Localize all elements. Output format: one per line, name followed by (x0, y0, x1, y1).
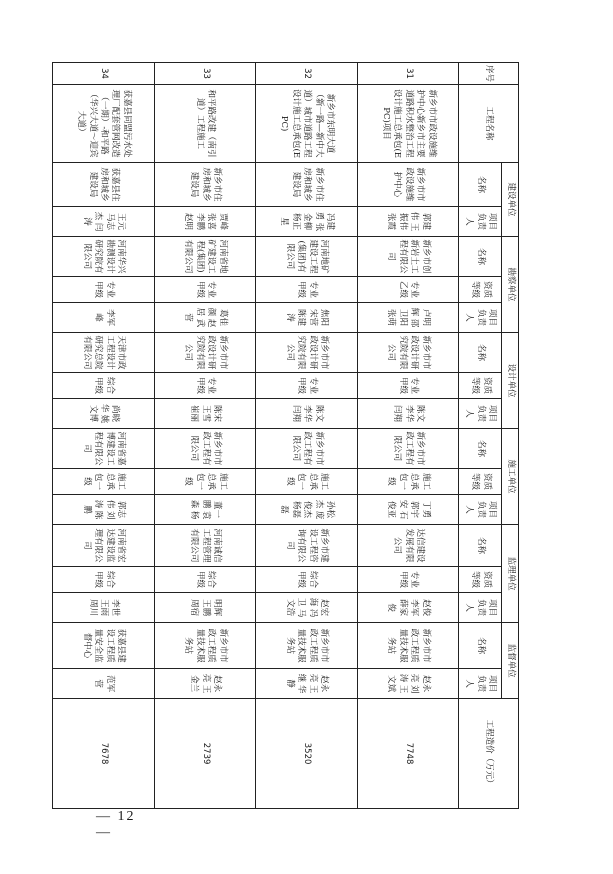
header-leader: 项目负责人 (459, 593, 502, 623)
cell-construction-leader: 郭建伟 王振伟 张霞 (357, 207, 459, 237)
cell-monitor-name: 新乡市市政工程质量技术服务站 (154, 623, 256, 669)
header-seq: 序号 (459, 63, 519, 85)
cell-survey-name: 河南地矿建设工程(集团)有限公司 (256, 237, 358, 277)
table-row (357, 63, 459, 809)
cell-design-name: 新乡市市政设计研究院有限公司 (357, 333, 459, 373)
cell-survey-leader: 卢明辉 邵卫阳 张萌 (357, 303, 459, 333)
cell-survey-qual: 专业甲级 (53, 277, 155, 303)
cell-build-leader: 孙松杰 庞俊杰 杨磊磊 (256, 495, 358, 525)
header-leader: 项目负责人 (459, 669, 502, 699)
cell-monitor-leader: 范军营 (53, 669, 155, 699)
header-supervision-unit: 监理单位 (502, 525, 519, 623)
cell-monitor-leader: 赵永亮 王 金兰 (154, 669, 256, 699)
header-qualification: 资质等级 (459, 277, 502, 303)
cell-build-qual: 施工总承包一级 (256, 469, 358, 495)
cell-seq: 32 (256, 63, 358, 85)
header-build-unit: 施工单位 (502, 429, 519, 525)
project-table (52, 62, 519, 809)
cell-build-leader: 郭志伟 刘涛 陈鹏 (53, 495, 155, 525)
header-monitor-unit: 监督单位 (502, 623, 519, 699)
cell-cost: 2739 (154, 699, 256, 809)
table-row (256, 63, 358, 809)
cell-super-qual: 综合甲级 (154, 567, 256, 593)
cell-super-qual: 综合甲级 (256, 567, 358, 593)
header-qualification: 资质等级 (459, 373, 502, 399)
table-row (154, 63, 256, 809)
cell-build-qual: 施工总承包一级 (357, 469, 459, 495)
cell-project: 新乡市市政设施维护中心新乡市主要道路积水整治工程设计施工总承包(EPC)项目 (357, 85, 459, 163)
header-name: 名称 (459, 163, 502, 207)
cell-design-name: 天津市政工程设计研究总院有限公司 (53, 333, 155, 373)
table-row (53, 63, 155, 809)
header-name: 名称 (459, 333, 502, 373)
cell-monitor-name: 获嘉县建设工程质量安全监督中心 (53, 623, 155, 669)
header-name: 名称 (459, 237, 502, 277)
cell-design-qual: 专业甲级 (154, 373, 256, 399)
cell-construction-leader: 冯建勇 张金柳 杨正星 (256, 207, 358, 237)
cell-super-leader: 赵宏海 冯卫 马文浩 (256, 593, 358, 623)
cell-super-name: 达信建设发展有限公司 (357, 525, 459, 567)
cell-monitor-leader: 赵永亮 刘涛 王文斌 (357, 669, 459, 699)
header-survey-unit: 勘察单位 (502, 237, 519, 333)
cell-survey-name: 新乡市创新岩土工程有限公司 (357, 237, 459, 277)
header-construction-unit: 建设单位 (502, 163, 519, 237)
cell-design-leader: 陈宋 王雪 崔丽 (154, 399, 256, 429)
cell-seq: 31 (357, 63, 459, 85)
cell-super-name: 河南省宏达建设监理有限公司 (53, 525, 155, 567)
cell-project: 和平路改建（南引道）工程施工 (154, 85, 256, 163)
cell-construction-leader: 贾峰 张喜 李鹏 赵明 (154, 207, 256, 237)
cell-super-qual: 综合甲级 (53, 567, 155, 593)
cell-design-qual: 专业甲级 (256, 373, 358, 399)
cell-monitor-leader: 赵永亮 王继 华静 (256, 669, 358, 699)
cell-seq: 34 (53, 63, 155, 85)
cell-build-name: 新乡市市政工程有限公司 (256, 429, 358, 469)
cell-build-qual: 施工总承包一级 (53, 469, 155, 495)
cell-cost: 7678 (53, 699, 155, 809)
cell-super-name: 新乡市建设工程咨询有限公司 (256, 525, 358, 567)
cell-build-name: 新乡市市政工程有限公司 (154, 429, 256, 469)
header-qualification: 资质等级 (459, 567, 502, 593)
cell-design-leader: 陈文 李华 闫翔 (357, 399, 459, 429)
cell-project: 获嘉县同盟污水处理厂配套管网改造（一期）-和平路（华兴大道～迎宾大道） (53, 85, 155, 163)
header-name: 名称 (459, 429, 502, 469)
cell-survey-qual: 专业甲级 (256, 277, 358, 303)
cell-cost: 3520 (256, 699, 358, 809)
cell-super-leader: 李世 王雨 周川 (53, 593, 155, 623)
cell-survey-qual: 专业乙级 (357, 277, 459, 303)
cell-design-name: 新乡市市政设计研究院有限公司 (154, 333, 256, 373)
cell-survey-name: 河南省地矿建设工程(集团)有限公司 (154, 237, 256, 277)
cell-survey-leader: 葛佳颜 赵居 武营 (154, 303, 256, 333)
cell-seq: 33 (154, 63, 256, 85)
cell-design-qual: 专业甲级 (357, 373, 459, 399)
cell-survey-qual: 专业甲级 (154, 277, 256, 303)
header-leader: 项目负责人 (459, 399, 502, 429)
cell-build-leader: 丁勇 郭宇安 石俊亚 (357, 495, 459, 525)
header-name: 名称 (459, 525, 502, 567)
cell-construction-name: 获嘉县住房和城乡建设局 (53, 163, 155, 207)
page-number: — 12 — (96, 809, 136, 840)
cell-construction-name: 新乡市市政设施维护中心 (357, 163, 459, 207)
header-leader: 项目负责人 (459, 207, 502, 237)
header-qualification: 资质等级 (459, 469, 502, 495)
cell-design-name: 新乡市市政设计研究院有限公司 (256, 333, 358, 373)
cell-build-name: 新乡市市政工程有限公司 (357, 429, 459, 469)
cell-monitor-name: 新乡市市政工程质量技术服务站 (256, 623, 358, 669)
header-project: 工程名称 (459, 85, 519, 163)
cell-build-name: 河南省嘉博建设工程有限公司 (53, 429, 155, 469)
cell-build-leader: 董一鹏 袁森 杨 (154, 495, 256, 525)
cell-construction-name: 新乡市住房和城乡建设局 (154, 163, 256, 207)
cell-project: 新乡市东明大道（新一路—新中大道）城市道路工程设计施工总承包(EPC) (256, 85, 358, 163)
cell-design-qual: 综合甲级 (53, 373, 155, 399)
rotated-table-sheet (52, 62, 519, 808)
cell-super-name: 河南诚信工程管理有限公司 (154, 525, 256, 567)
header-design-unit: 设计单位 (502, 333, 519, 429)
cell-survey-name: 河南华兴勘测设计研究院有限公司 (53, 237, 155, 277)
cell-design-leader: 陈文 李华 闫翔 (256, 399, 358, 429)
header-leader: 项目负责人 (459, 495, 502, 525)
cell-super-qual: 专业甲级 (357, 567, 459, 593)
cell-design-leader: 尚晓华 姚文博 (53, 399, 155, 429)
cell-super-leader: 明辉 王鹏 周宿 (154, 593, 256, 623)
cell-construction-leader: 王元 马志杰 闫涛 (53, 207, 155, 237)
header-name: 名称 (459, 623, 502, 669)
cell-monitor-name: 新乡市市政工程质量技术服务站 (357, 623, 459, 669)
cell-survey-leader: 李军峰 (53, 303, 155, 333)
cell-build-qual: 施工总承包一级 (154, 469, 256, 495)
cell-cost: 7748 (357, 699, 459, 809)
cell-super-leader: 赵俊 李军 薛家俊 (357, 593, 459, 623)
cell-construction-name: 新乡市住房和城乡建设局 (256, 163, 358, 207)
header-leader: 项目负责人 (459, 303, 502, 333)
header-cost: 工程造价（万元） (459, 699, 519, 809)
cell-survey-leader: 焦阳 宋营 陈建涛 (256, 303, 358, 333)
